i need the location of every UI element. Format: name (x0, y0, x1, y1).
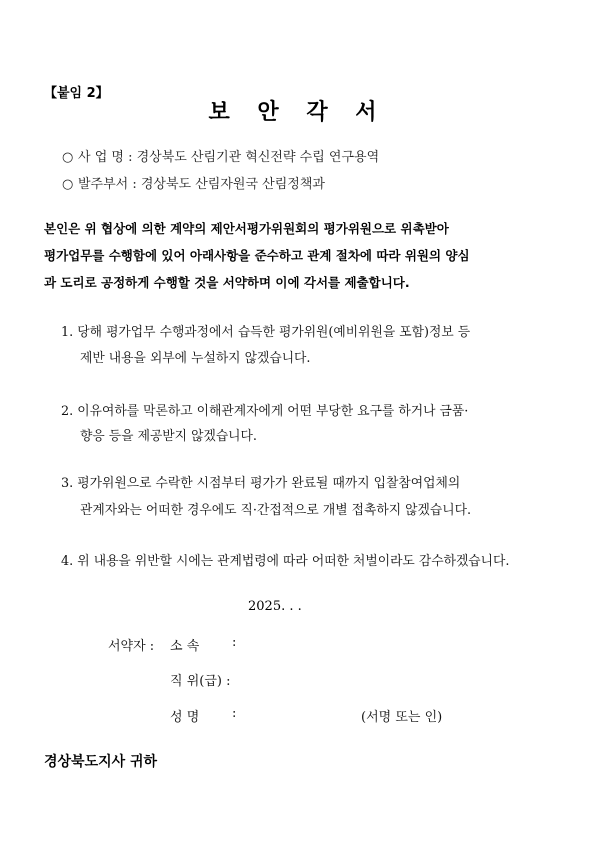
pledge-item-3: 3. 평가위원으로 수락한 시점부터 평가가 완료될 때까지 입찰참여업체의 (61, 476, 461, 491)
department-text: 발주부서 : 경상북도 산림자원국 산림정책과 (78, 177, 325, 192)
signer-label: 서약자 : (108, 639, 155, 654)
pledge-item-4: 4. 위 내용을 위반할 시에는 관계법령에 따라 어떠한 처벌이라도 감수하겠습니다. (61, 554, 510, 569)
intro-line-2: 평가업무를 수행함에 있어 아래사항을 준수하고 관계 절차에 따라 위원의 양심 (44, 248, 470, 263)
pledge-item-1-cont: 제반 내용을 외부에 누설하지 않겠습니다. (80, 351, 311, 366)
intro-line-3: 과 도리로 공정하게 수행할 것을 서약하며 이에 각서를 제출합니다. (44, 275, 410, 290)
name-label: 성 명 (170, 710, 200, 725)
name-colon: : (232, 706, 237, 721)
department-line (62, 173, 325, 192)
pledge-date: 2025. . . (248, 599, 302, 614)
circle-bullet-icon: ○ (62, 150, 74, 165)
position-label: 직 위(급) : (170, 674, 231, 689)
pledge-item-2-cont: 향응 등을 제공받지 않겠습니다. (80, 429, 257, 444)
addressee: 경상북도지사 귀하 (44, 754, 158, 770)
project-name-text: 사 업 명 : 경상북도 산림기관 혁신전략 수립 연구용역 (78, 150, 380, 165)
affiliation-label: 소 속 (170, 639, 200, 654)
affiliation-colon: : (232, 635, 237, 650)
signature-note: (서명 또는 인) (361, 710, 443, 725)
intro-line-1: 본인은 위 협상에 의한 계약의 제안서평가위원회의 평가위원으로 위촉받아 (44, 221, 449, 236)
attachment-label: 【붙임 2】 (44, 86, 109, 101)
project-name-line (62, 146, 379, 165)
pledge-item-2: 2. 이유여하를 막론하고 이해관계자에게 어떤 부당한 요구를 하거나 금품· (61, 404, 469, 419)
pledge-item-3-cont: 관계자와는 어떠한 경우에도 직·간접적으로 개별 접촉하지 않겠습니다. (80, 503, 472, 518)
document-title: 보 안 각 서 (208, 99, 387, 125)
pledge-item-1: 1. 당해 평가업무 수행과정에서 습득한 평가위원(예비위원을 포함)정보 등 (61, 325, 471, 340)
circle-bullet-icon: ○ (62, 177, 74, 192)
